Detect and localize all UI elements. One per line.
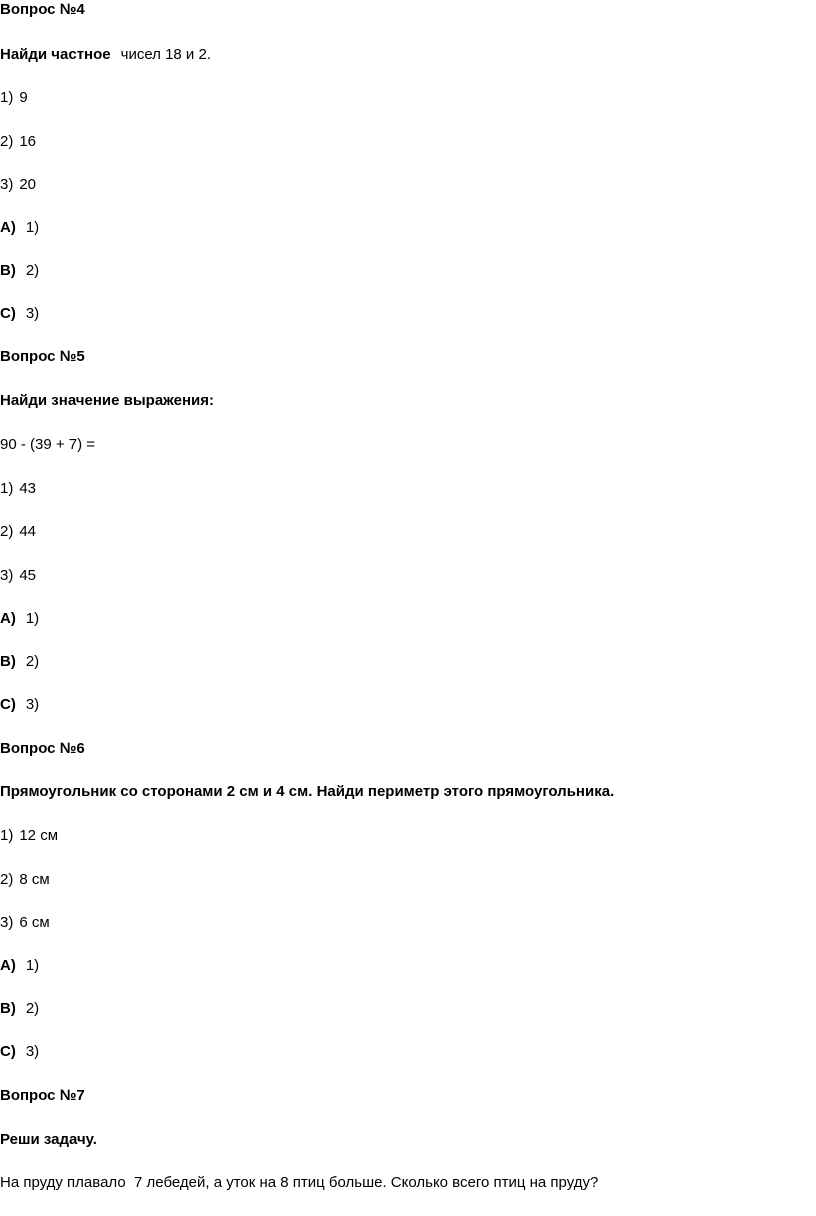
option-text: 20 <box>19 176 37 193</box>
option-text: 45 <box>19 567 37 584</box>
question-6-header: Вопрос №6 <box>0 740 85 757</box>
option-number: 1) <box>0 89 14 106</box>
option-number: 1) <box>0 827 14 844</box>
answer-ref: 1) <box>25 957 40 974</box>
answer-letter: A) <box>0 219 16 236</box>
question-5-prompt: Найди значение выражения: <box>0 392 214 409</box>
option-number: 1) <box>0 480 14 497</box>
question-4-answer-b <box>0 261 39 281</box>
question-5-answer-a <box>0 609 39 629</box>
question-5-option-2 <box>0 522 36 542</box>
question-6-answer-c <box>0 1042 39 1062</box>
question-5-option-3 <box>0 566 36 586</box>
answer-ref: 3) <box>25 1043 40 1060</box>
answer-ref: 1) <box>25 610 40 627</box>
answer-letter: B) <box>0 1000 16 1017</box>
option-text: 9 <box>19 89 28 106</box>
question-4-answer-a <box>0 218 39 238</box>
question-4-prompt-rest: чисел 18 и 2. <box>120 46 211 63</box>
question-5-answer-c <box>0 695 39 715</box>
question-5-expression: 90 - (39 + 7) = <box>0 436 96 453</box>
option-number: 2) <box>0 133 14 150</box>
option-text: 44 <box>19 523 37 540</box>
question-6-option-2 <box>0 870 50 890</box>
question-6-option-1 <box>0 826 58 846</box>
question-4-prompt <box>0 45 211 65</box>
answer-ref: 2) <box>25 1000 40 1017</box>
option-text: 8 см <box>19 871 50 888</box>
question-7-problem-text: На пруду плавало 7 лебедей, а уток на 8 птиц больше. Сколько всего птиц на пруду? <box>0 1174 599 1191</box>
answer-ref: 3) <box>25 696 40 713</box>
answer-letter: C) <box>0 696 16 713</box>
answer-letter: A) <box>0 610 16 627</box>
option-number: 2) <box>0 523 14 540</box>
answer-ref: 2) <box>25 653 40 670</box>
answer-letter: B) <box>0 262 16 279</box>
question-4-option-1 <box>0 88 28 108</box>
answer-letter: B) <box>0 653 16 670</box>
option-text: 12 см <box>19 827 59 844</box>
option-text: 43 <box>19 480 37 497</box>
question-5-header: Вопрос №5 <box>0 348 85 365</box>
answer-ref: 2) <box>25 262 40 279</box>
question-5-answer-b <box>0 652 39 672</box>
answer-ref: 1) <box>25 219 40 236</box>
question-4-option-2 <box>0 132 36 152</box>
question-6-answer-b <box>0 999 39 1019</box>
question-6-answer-a <box>0 956 39 976</box>
option-number: 2) <box>0 871 14 888</box>
question-4-header: Вопрос №4 <box>0 1 85 18</box>
question-7-prompt: Реши задачу. <box>0 1131 97 1148</box>
question-4-option-3 <box>0 175 36 195</box>
answer-letter: A) <box>0 957 16 974</box>
question-6-option-3 <box>0 913 50 933</box>
question-7-header: Вопрос №7 <box>0 1087 85 1104</box>
question-6-prompt: Прямоугольник со сторонами 2 см и 4 см. Найди периметр этого прямоугольника. <box>0 783 615 800</box>
option-number: 3) <box>0 914 14 931</box>
option-text: 6 см <box>19 914 50 931</box>
option-number: 3) <box>0 567 14 584</box>
answer-ref: 3) <box>25 305 40 322</box>
option-text: 16 <box>19 133 37 150</box>
answer-letter: C) <box>0 1043 16 1060</box>
answer-letter: C) <box>0 305 16 322</box>
question-4-prompt-bold: Найди частное <box>0 46 111 63</box>
question-4-answer-c <box>0 304 39 324</box>
question-5-option-1 <box>0 479 36 499</box>
option-number: 3) <box>0 176 14 193</box>
